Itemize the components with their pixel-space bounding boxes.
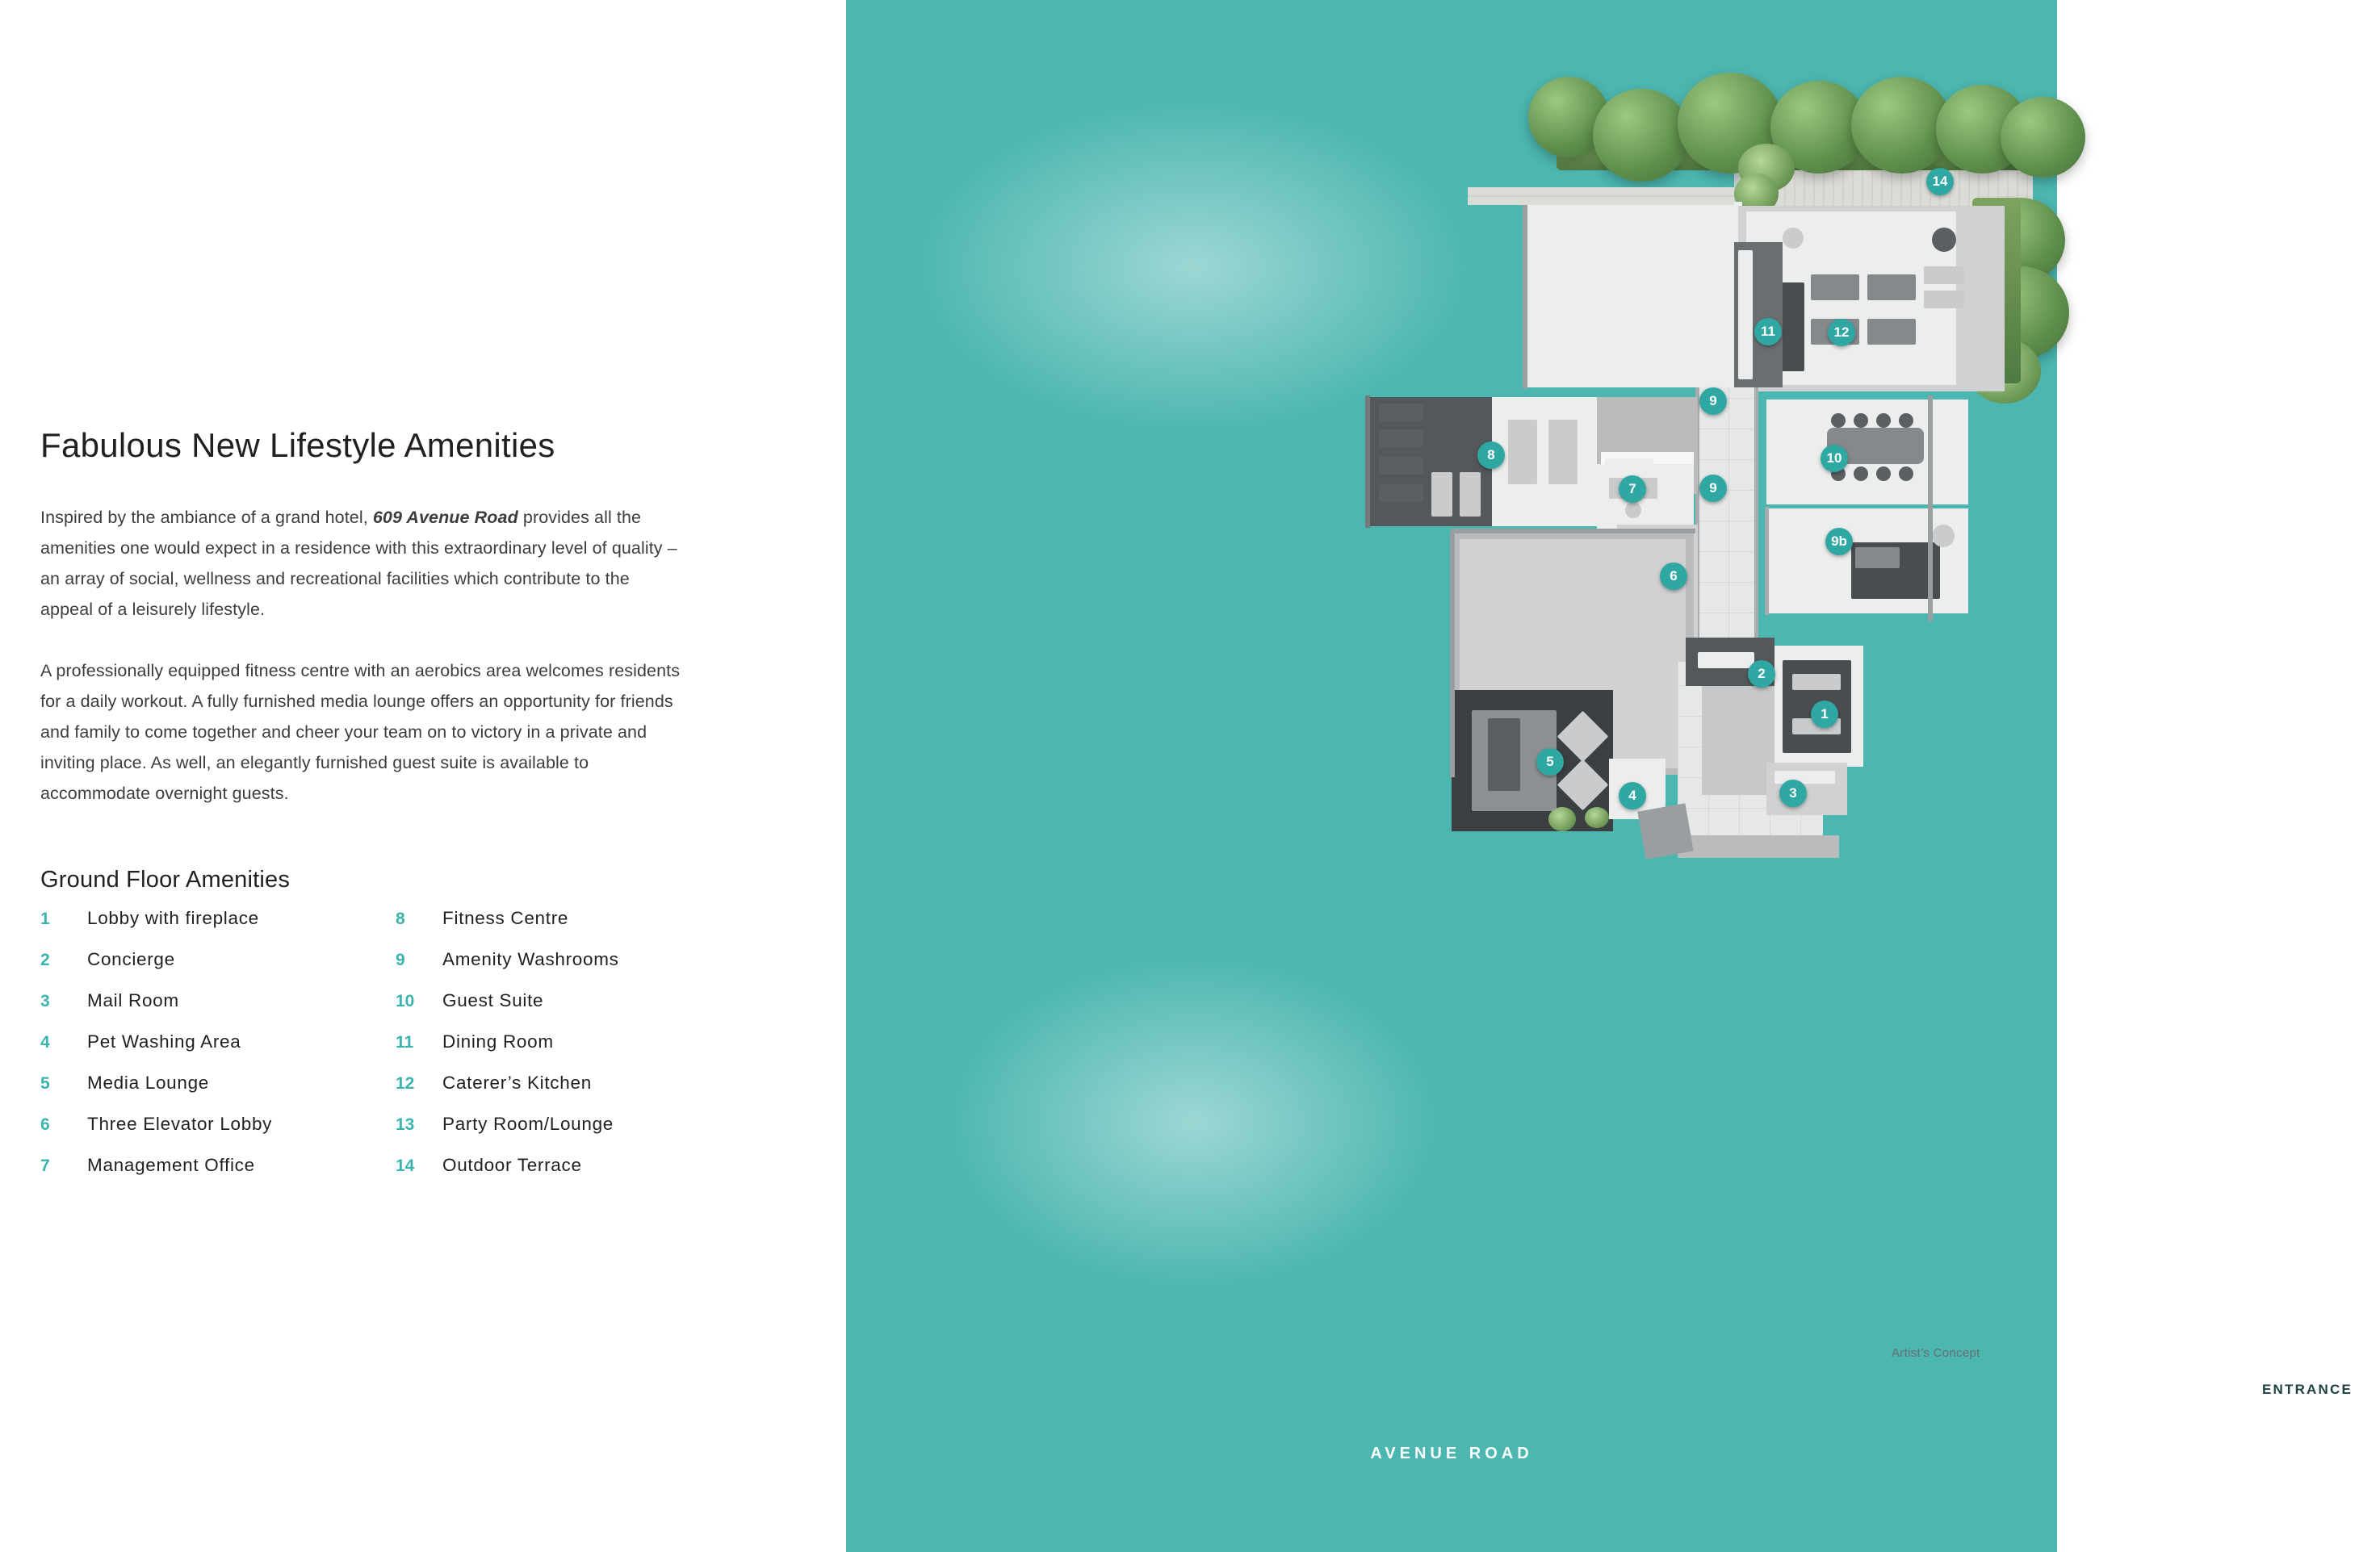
plan-slab xyxy=(1524,202,1742,387)
legend-number: 3 xyxy=(40,992,50,1010)
marker-number: 10 xyxy=(1826,450,1842,466)
dining-chair xyxy=(1854,466,1868,481)
project-name-emphasis: 609 Avenue Road xyxy=(372,507,518,527)
marker-number: 6 xyxy=(1670,568,1678,584)
marker-number: 5 xyxy=(1546,754,1554,769)
planter xyxy=(1548,807,1576,831)
plan-marker-12[interactable] xyxy=(1754,318,1782,345)
treadmill xyxy=(1379,429,1423,447)
arrow-up-icon xyxy=(2294,1357,2321,1377)
list-item xyxy=(40,990,272,1031)
list-item xyxy=(396,1073,619,1114)
legend-label: Amenity Washrooms xyxy=(442,949,619,969)
equipment xyxy=(1508,420,1537,484)
entrance-canopy xyxy=(1678,835,1839,858)
marker-number: 8 xyxy=(1487,447,1495,462)
section-subtitle: Ground Floor Amenities xyxy=(40,867,291,893)
tree xyxy=(2001,97,2085,178)
console xyxy=(1924,291,1964,308)
list-item xyxy=(396,990,619,1031)
marker-number: 2 xyxy=(1758,666,1766,681)
treadmill xyxy=(1379,457,1423,475)
plan-marker-13[interactable] xyxy=(1828,319,1855,346)
plan-marker-10[interactable] xyxy=(1825,528,1853,555)
plan-marker-7[interactable] xyxy=(1619,475,1646,503)
plan-marker-4[interactable] xyxy=(1619,782,1646,809)
planter xyxy=(1585,807,1609,828)
artist-concept-credit: Artist’s Concept xyxy=(1892,1346,1980,1360)
marker-number: 9 xyxy=(1709,480,1717,496)
legend-label: Caterer’s Kitchen xyxy=(442,1073,592,1093)
legend-number: 6 xyxy=(40,1115,50,1134)
marker-number: 14 xyxy=(1932,174,1948,189)
intro-paragraph-1 xyxy=(40,502,686,625)
wall xyxy=(1450,531,1455,777)
marker-number: 7 xyxy=(1628,481,1636,496)
page-title: Fabulous New Lifestyle Amenities xyxy=(40,426,555,465)
legend-label: Party Room/Lounge xyxy=(442,1114,614,1134)
intro-paragraph-2: A professionally equipped fitness centre with an aerobics area welcomes residents for a daily workout. A fully furnished media lounge offers an opportunity for friends and family to come together and cheer your team on to victory in a private and inviting place. As well, an elegantly furnished guest suite is available to accommodate overnight guests. xyxy=(40,660,681,803)
marker-number: 3 xyxy=(1789,785,1797,801)
list-item xyxy=(40,1073,272,1114)
legend-label: Three Elevator Lobby xyxy=(87,1114,273,1134)
bed xyxy=(1783,537,1827,593)
walkway xyxy=(1468,187,1734,205)
intro-text-part-2: provides all the amenities one would expect in a residence with this extraordinary level of quality – an array of social, wellness and recreational facilities which contribute to the appeal of a leisurely lifestyle. xyxy=(40,507,677,619)
list-item xyxy=(396,1031,619,1073)
legend-number: 11 xyxy=(396,1033,414,1052)
legend-label: Pet Washing Area xyxy=(87,1031,241,1052)
lounge-chair xyxy=(1932,228,1956,252)
legend-label: Management Office xyxy=(87,1155,255,1175)
plan-marker-9-lower[interactable] xyxy=(1699,475,1727,502)
legend-number: 12 xyxy=(396,1074,415,1093)
plan-marker-8[interactable] xyxy=(1477,441,1505,469)
plan-marker-2[interactable] xyxy=(1748,660,1775,688)
legend-column-left xyxy=(40,908,272,1196)
weight-bench xyxy=(1460,472,1481,517)
marker-number: 11 xyxy=(1761,324,1775,339)
dining-chair xyxy=(1899,413,1913,428)
dining-chair xyxy=(1831,413,1846,428)
legend-number: 5 xyxy=(40,1074,50,1093)
marker-number: 9b xyxy=(1831,533,1847,549)
marker-number: 1 xyxy=(1821,706,1829,722)
wall xyxy=(1523,202,1527,389)
treadmill xyxy=(1379,404,1423,421)
plan-marker-9-upper[interactable] xyxy=(1699,387,1727,415)
legend-number: 4 xyxy=(40,1033,50,1052)
legend-label: Dining Room xyxy=(442,1031,554,1052)
mirror-wall xyxy=(1498,404,1587,415)
street-label: AVENUE ROAD xyxy=(1370,1445,1533,1462)
bar-counter xyxy=(1807,230,1904,253)
list-item xyxy=(396,1155,619,1196)
legend-label: Mail Room xyxy=(87,990,179,1010)
entrance-indicator xyxy=(2235,1357,2380,1398)
legend-number: 14 xyxy=(396,1157,415,1175)
entrance-label: ENTRANCE xyxy=(2261,1382,2353,1397)
plan-marker-14[interactable] xyxy=(1926,168,1954,195)
marker-number: 12 xyxy=(1833,324,1850,340)
equipment xyxy=(1548,420,1578,484)
list-item xyxy=(40,1114,272,1155)
tree xyxy=(1593,89,1690,182)
legend-number: 7 xyxy=(40,1157,50,1175)
list-item xyxy=(396,949,619,990)
list-item xyxy=(396,1114,619,1155)
weight-bench xyxy=(1431,472,1452,517)
sofa xyxy=(1855,547,1900,568)
office-chair xyxy=(1625,502,1641,518)
concierge-desk xyxy=(1698,652,1754,668)
floor-plan-page xyxy=(846,0,2353,1552)
plan-marker-11[interactable] xyxy=(1821,445,1848,472)
plan-marker-5[interactable] xyxy=(1536,748,1564,776)
legend-label: Concierge xyxy=(87,949,175,969)
lobby-carpet xyxy=(1702,682,1775,795)
wall xyxy=(1765,507,1769,615)
wall xyxy=(1452,529,1695,533)
plan-marker-1[interactable] xyxy=(1811,701,1838,728)
dining-chair xyxy=(1854,413,1868,428)
legend-label: Fitness Centre xyxy=(442,908,569,928)
legend-label: Media Lounge xyxy=(87,1073,210,1093)
fireplace-seating xyxy=(1792,674,1841,690)
plan-marker-3[interactable] xyxy=(1779,780,1807,807)
wall xyxy=(1365,395,1370,528)
list-item xyxy=(40,1031,272,1073)
left-page xyxy=(0,0,846,1552)
sofa xyxy=(1867,274,1916,300)
legend-number: 13 xyxy=(396,1115,415,1134)
legend-number: 8 xyxy=(396,910,405,928)
legend-label: Outdoor Terrace xyxy=(442,1155,582,1175)
legend-label: Lobby with fireplace xyxy=(87,908,259,928)
side-table xyxy=(1932,525,1955,547)
intro-text-part-1: Inspired by the ambiance of a grand hotel, xyxy=(40,507,373,527)
dining-chair xyxy=(1899,466,1913,481)
legend-number: 9 xyxy=(396,951,405,969)
legend-number: 2 xyxy=(40,951,50,969)
side-table xyxy=(1783,228,1804,249)
dining-chair xyxy=(1876,413,1891,428)
legend-label: Guest Suite xyxy=(442,990,544,1010)
kitchen-counter xyxy=(1738,250,1753,379)
sectional-sofa xyxy=(1488,718,1520,791)
legend-number: 1 xyxy=(40,910,50,928)
wall xyxy=(1928,395,1933,621)
treadmill xyxy=(1379,484,1423,502)
floor-plan-illustration xyxy=(846,0,2057,1552)
dining-chair xyxy=(1876,466,1891,481)
wall xyxy=(1637,803,1694,860)
list-item xyxy=(40,908,272,949)
list-item xyxy=(396,908,619,949)
marker-number: 9 xyxy=(1709,393,1717,408)
sofa xyxy=(1811,274,1859,300)
list-item xyxy=(40,949,272,990)
sofa xyxy=(1867,319,1916,345)
plan-marker-6[interactable] xyxy=(1660,563,1687,590)
console xyxy=(1924,266,1964,284)
list-item xyxy=(40,1155,272,1196)
legend-column-right xyxy=(396,908,619,1196)
legend-number: 10 xyxy=(396,992,415,1010)
mailboxes xyxy=(1775,771,1835,784)
marker-number: 4 xyxy=(1628,788,1636,803)
